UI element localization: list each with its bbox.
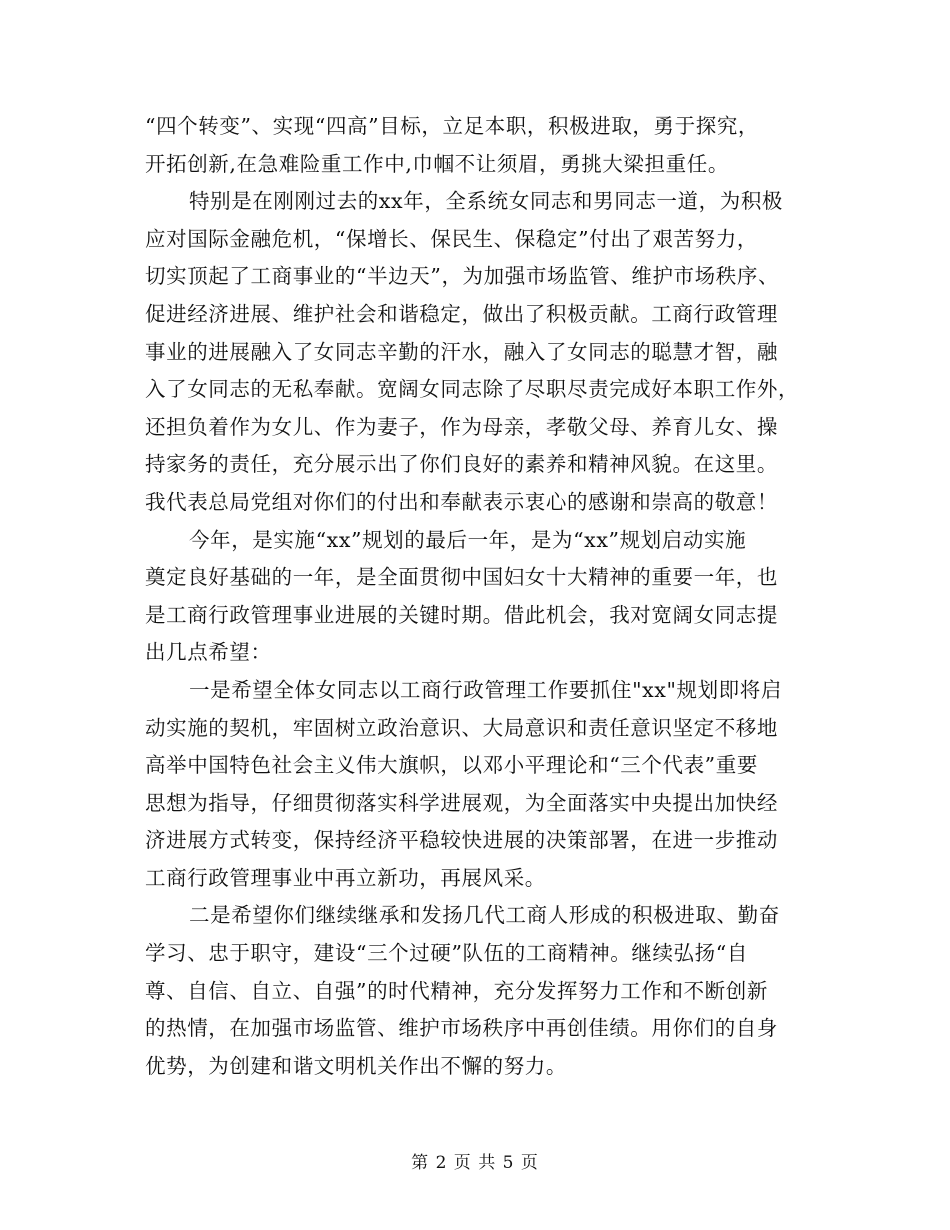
- text-line: 二是希望你们继续继承和发扬几代工商人形成的积极进取、勤奋: [189, 903, 780, 928]
- text-line: 思想为指导，仔细贯彻落实科学进展观，为全面落实中央提出加快经: [145, 790, 778, 815]
- text-line: 尊、自信、自立、自强”的时代精神，充分发挥努力工作和不断创新: [145, 978, 768, 1003]
- text-line: 动实施的契机，牢固树立政治意识、大局意识和责任意识坚定不移地: [145, 715, 778, 740]
- text-line: 学习、忠于职守，建设“三个过硬”队伍的工商精神。继续弘扬“自: [145, 941, 748, 966]
- text-line: 开拓创新,在急难险重工作中,巾帼不让须眉，勇挑大梁担重任。: [145, 151, 729, 176]
- text-line: 还担负着作为女儿、作为妻子，作为母亲，孝敬父母、养育儿女、操: [145, 414, 778, 439]
- text-line: 的热情，在加强市场监管、维护市场秩序中再创佳绩。用你们的自身: [145, 1016, 778, 1041]
- text-line: 是工商行政管理事业进展的关键时期。借此机会，我对宽阔女同志提: [145, 602, 778, 627]
- text-line: 应对国际金融危机，“保增长、保民生、保稳定”付出了艰苦努力，: [145, 226, 758, 251]
- text-line: 事业的进展融入了女同志辛勤的汗水，融入了女同志的聪慧才智，融: [145, 339, 778, 364]
- text-line: 我代表总局党组对你们的付出和奉献表示衷心的感谢和崇高的敬意！: [145, 489, 778, 514]
- text-line: 切实顶起了工商事业的“半边天”，为加强市场监管、维护市场秩序、: [145, 264, 780, 289]
- text-line: 今年，是实施“xx”规划的最后一年，是为“xx”规划启动实施: [189, 527, 747, 552]
- text-line: “四个转变”、实现“四高”目标，立足本职，积极进取，勇于探究，: [145, 114, 760, 138]
- text-line: 一是希望全体女同志以工商行政管理工作要抓住"xx"规划即将启: [189, 677, 782, 702]
- text-line: 工商行政管理事业中再立新功，再展风采。: [145, 865, 546, 890]
- text-line: 入了女同志的无私奉献。宽阔女同志除了尽职尽责完成好本职工作外，: [145, 377, 800, 402]
- text-line: 促进经济进展、维护社会和谐稳定，做出了积极贡献。工商行政管理: [145, 301, 778, 326]
- document-body: [145, 108, 805, 1085]
- text-line: 出几点希望：: [145, 640, 272, 665]
- text-line: 济进展方式转变，保持经济平稳较快进展的决策部署，在进一步推动: [145, 828, 778, 853]
- text-line: 特别是在刚刚过去的xx年，全系统女同志和男同志一道，为积极: [189, 189, 784, 214]
- text-line: 高举中国特色社会主义伟大旗帜，以邓小平理论和“三个代表”重要: [145, 753, 758, 778]
- text-line: 奠定良好基础的一年，是全面贯彻中国妇女十大精神的重要一年，也: [145, 565, 778, 590]
- text-line: 优势，为创建和谐文明机关作出不懈的努力。: [145, 1053, 567, 1078]
- text-line: 持家务的责任，充分展示出了你们良好的素养和精神风貌。在这里。: [145, 452, 778, 477]
- page-number-footer: 第 2 页 共 5 页: [411, 1153, 539, 1173]
